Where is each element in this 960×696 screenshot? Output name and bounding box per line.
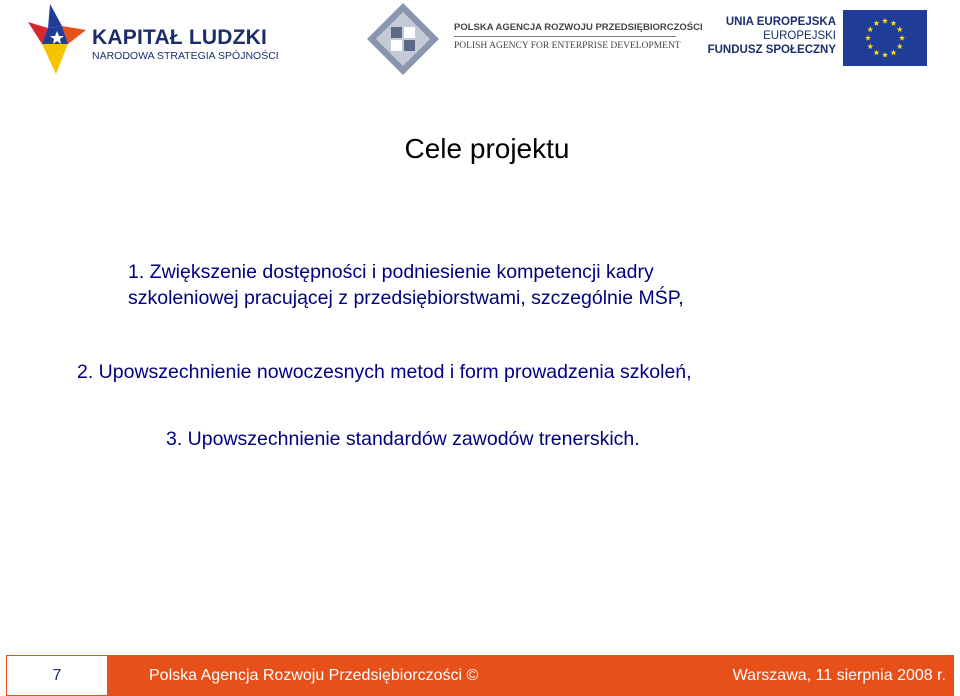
footer-organization: Polska Agencja Rozwoju Przedsiębiorczości © xyxy=(149,667,479,684)
footer-bar xyxy=(6,655,954,696)
parp-name-polish: POLSKA AGENCJA ROZWOJU PRZEDSIĘBIORCZOŚCI xyxy=(454,22,703,33)
header-logos xyxy=(0,0,960,80)
goal-item-3: 3. Upowszechnienie standardów zawodów trenerskich. xyxy=(166,428,640,450)
goal-item-2: 2. Upowszechnienie nowoczesnych metod i form prowadzenia szkoleń, xyxy=(77,361,692,383)
kapital-ludzki-title: KAPITAŁ LUDZKI xyxy=(92,26,268,49)
eu-fund-label-2: FUNDUSZ SPOŁECZNY xyxy=(707,44,836,56)
parp-logo xyxy=(366,2,703,76)
goal-item-1-line-1: 1. Zwiększenie dostępności i podniesienie kompetencji kadry xyxy=(128,261,654,283)
kapital-ludzki-star-icon xyxy=(28,4,86,74)
slide-number: 7 xyxy=(6,655,108,696)
footer-date: Warszawa, 11 sierpnia 2008 r. xyxy=(732,667,946,684)
kapital-ludzki-logo xyxy=(28,4,279,74)
eu-union-label: UNIA EUROPEJSKA xyxy=(725,16,836,28)
eu-flag-icon xyxy=(843,10,927,66)
eu-fund-label-1: EUROPEJSKI xyxy=(763,30,836,42)
parp-name-english: POLISH AGENCY FOR ENTERPRISE DEVELOPMENT xyxy=(454,41,681,51)
parp-diamond-icon xyxy=(366,2,440,76)
parp-divider xyxy=(454,36,676,37)
slide-title: Cele projektu xyxy=(404,133,570,164)
kapital-ludzki-subtitle: NARODOWA STRATEGIA SPÓJNOŚCI xyxy=(92,50,279,62)
goal-item-1 xyxy=(128,259,684,311)
eu-logo-text xyxy=(700,15,836,57)
goal-item-1-line-2: szkoleniowej pracującej z przedsiębiorstwami, szczególnie MŚP, xyxy=(128,287,684,309)
